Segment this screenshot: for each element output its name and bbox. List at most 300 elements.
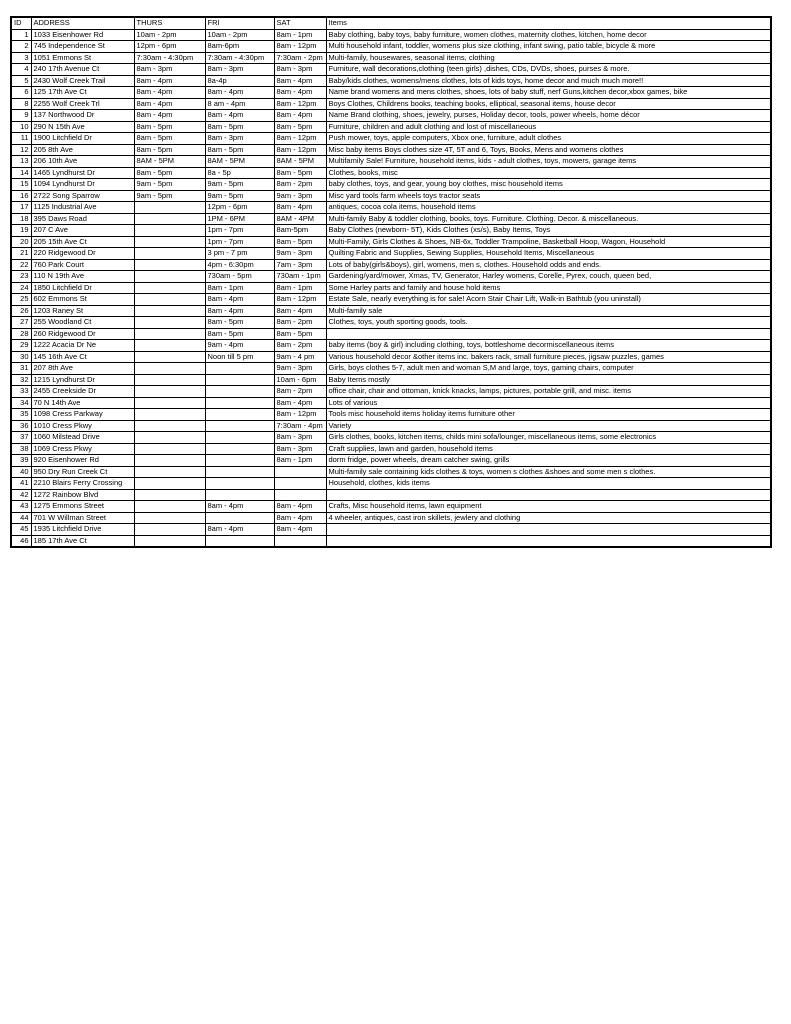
cell-thurs: [134, 259, 205, 271]
cell-id: 44: [11, 512, 31, 524]
cell-address: 1272 Rainbow Blvd: [31, 489, 134, 501]
table-row: [11, 535, 771, 547]
cell-items: Baby/kids clothes, womens/mens clothes, lots of kids toys, home decor and much much more!!: [326, 75, 771, 87]
cell-id: 26: [11, 305, 31, 317]
cell-address: 1275 Emmons Street: [31, 501, 134, 513]
table-row: [11, 202, 771, 214]
table-row: [11, 133, 771, 145]
cell-thurs: [134, 328, 205, 340]
table-row: [11, 213, 771, 225]
cell-sat: 9am - 3pm: [274, 248, 326, 260]
table-row: [11, 524, 771, 536]
cell-id: 14: [11, 167, 31, 179]
cell-items: Some Harley parts and family and house hold items: [326, 282, 771, 294]
table-row: [11, 317, 771, 329]
cell-sat: 8am - 3pm: [274, 432, 326, 444]
cell-thurs: [134, 351, 205, 363]
cell-id: 43: [11, 501, 31, 513]
cell-thurs: [134, 478, 205, 490]
cell-thurs: [134, 271, 205, 283]
table-row: [11, 466, 771, 478]
cell-address: 137 Northwood Dr: [31, 110, 134, 122]
cell-address: 745 Independence St: [31, 41, 134, 53]
cell-id: 12: [11, 144, 31, 156]
cell-items: Furniture, wall decorations,clothing (teen girls) ,dishes, CDs, DVDs, shoes, purses & more.: [326, 64, 771, 76]
cell-sat: 7:30am - 2pm: [274, 52, 326, 64]
cell-fri: 10am - 2pm: [205, 29, 274, 41]
cell-id: 42: [11, 489, 31, 501]
cell-sat: 7am - 3pm: [274, 259, 326, 271]
table-row: [11, 190, 771, 202]
cell-thurs: [134, 294, 205, 306]
cell-thurs: 8am - 5pm: [134, 133, 205, 145]
cell-sat: 8am - 4pm: [274, 501, 326, 513]
table-row: [11, 340, 771, 352]
cell-thurs: 8am - 5pm: [134, 167, 205, 179]
cell-sat: 9am - 3pm: [274, 363, 326, 375]
column-header-sat: SAT: [274, 17, 326, 29]
cell-id: 37: [11, 432, 31, 444]
cell-id: 18: [11, 213, 31, 225]
cell-fri: 8am - 5pm: [205, 121, 274, 133]
cell-id: 39: [11, 455, 31, 467]
cell-id: 3: [11, 52, 31, 64]
cell-sat: 8am - 1pm: [274, 29, 326, 41]
cell-id: 46: [11, 535, 31, 547]
cell-thurs: [134, 535, 205, 547]
cell-sat: 8am - 4pm: [274, 512, 326, 524]
table-row: [11, 87, 771, 99]
cell-sat: 8am - 12pm: [274, 409, 326, 421]
cell-thurs: [134, 386, 205, 398]
cell-items: baby clothes, toys, and gear, young boy clothes, misc household items: [326, 179, 771, 191]
cell-thurs: 7:30am - 4:30pm: [134, 52, 205, 64]
cell-thurs: [134, 363, 205, 375]
cell-id: 1: [11, 29, 31, 41]
cell-address: 260 Ridgewood Dr: [31, 328, 134, 340]
cell-address: 920 Eisenhower Rd: [31, 455, 134, 467]
cell-thurs: [134, 282, 205, 294]
cell-sat: 8am - 12pm: [274, 133, 326, 145]
cell-items: Name brand womens and mens clothes, shoes, lots of baby stuff, nerf Guns,kitchen decor,xbox games, bike: [326, 87, 771, 99]
table-row: [11, 110, 771, 122]
cell-sat: 8am - 2pm: [274, 340, 326, 352]
table-row: [11, 397, 771, 409]
cell-items: Estate Sale, nearly everything is for sale! Acorn Stair Chair Lift, Walk-in Bathtub (you uninstall): [326, 294, 771, 306]
table-row: [11, 179, 771, 191]
cell-items: Lots of baby(girls&boys), girl, womens, men s, clothes. Household odds and ends.: [326, 259, 771, 271]
table-row: [11, 443, 771, 455]
cell-id: 35: [11, 409, 31, 421]
cell-sat: 7:30am - 4pm: [274, 420, 326, 432]
table-row: [11, 156, 771, 168]
cell-fri: Noon till 5 pm: [205, 351, 274, 363]
cell-fri: [205, 489, 274, 501]
cell-items: Multifamily Sale! Furniture, household items, kids - adult clothes, toys, mowers, garage items: [326, 156, 771, 168]
cell-id: 25: [11, 294, 31, 306]
cell-thurs: [134, 374, 205, 386]
cell-address: 701 W Willman Street: [31, 512, 134, 524]
table-row: [11, 167, 771, 179]
cell-sat: 8am - 5pm: [274, 167, 326, 179]
cell-address: 1900 Litchfield Dr: [31, 133, 134, 145]
column-header-id: ID: [11, 17, 31, 29]
cell-address: 602 Emmons St: [31, 294, 134, 306]
table-row: [11, 29, 771, 41]
cell-items: Multi-family sale: [326, 305, 771, 317]
cell-thurs: [134, 420, 205, 432]
cell-fri: 8am - 4pm: [205, 87, 274, 99]
cell-thurs: [134, 225, 205, 237]
table-row: [11, 386, 771, 398]
cell-id: 10: [11, 121, 31, 133]
cell-id: 2: [11, 41, 31, 53]
cell-id: 22: [11, 259, 31, 271]
cell-address: 1222 Acacia Dr Ne: [31, 340, 134, 352]
cell-fri: 8a - 5p: [205, 167, 274, 179]
cell-address: 395 Daws Road: [31, 213, 134, 225]
cell-address: 125 17th Ave Ct: [31, 87, 134, 99]
cell-address: 207 C Ave: [31, 225, 134, 237]
cell-items: Multi household infant, toddler, womens plus size clothing, infant swing, patio table, bicycle & more: [326, 41, 771, 53]
cell-fri: [205, 386, 274, 398]
cell-address: 2210 Blairs Ferry Crossing: [31, 478, 134, 490]
cell-fri: 8am - 4pm: [205, 524, 274, 536]
table-row: [11, 144, 771, 156]
cell-fri: 3 pm - 7 pm: [205, 248, 274, 260]
cell-items: Multi-family Baby & toddler clothing, books, toys. Furniture. Clothing. Decor. & miscellaneous.: [326, 213, 771, 225]
cell-sat: 8am - 2pm: [274, 386, 326, 398]
cell-thurs: [134, 455, 205, 467]
cell-items: Baby clothing, baby toys, baby furniture, women clothes, maternity clothes, kitchen, home decor: [326, 29, 771, 41]
cell-items: Baby Items mostly: [326, 374, 771, 386]
cell-address: 1094 Lyndhurst Dr: [31, 179, 134, 191]
cell-address: 290 N 15th Ave: [31, 121, 134, 133]
cell-address: 2722 Song Sparrow: [31, 190, 134, 202]
cell-items: Various household decor &other items inc. bakers rack, small furniture pieces, jigsaw puzzles, games: [326, 351, 771, 363]
cell-fri: [205, 455, 274, 467]
cell-fri: 8am - 3pm: [205, 133, 274, 145]
cell-fri: 1PM - 6PM: [205, 213, 274, 225]
cell-address: 760 Park Court: [31, 259, 134, 271]
cell-fri: 9am - 5pm: [205, 179, 274, 191]
cell-sat: 8am - 12pm: [274, 41, 326, 53]
cell-sat: 8am - 4pm: [274, 75, 326, 87]
cell-thurs: [134, 202, 205, 214]
cell-fri: [205, 363, 274, 375]
cell-items: Quilting Fabric and Supplies, Sewing Supplies, Household Items, Miscellaneous: [326, 248, 771, 260]
cell-sat: 8am - 4pm: [274, 202, 326, 214]
cell-items: Variety: [326, 420, 771, 432]
cell-thurs: [134, 501, 205, 513]
table-row: [11, 374, 771, 386]
table-row: [11, 52, 771, 64]
cell-sat: 8AM - 5PM: [274, 156, 326, 168]
cell-address: 1069 Cress Pkwy: [31, 443, 134, 455]
cell-address: 1203 Raney St: [31, 305, 134, 317]
cell-fri: 7:30am - 4:30pm: [205, 52, 274, 64]
cell-address: 1125 Industrial Ave: [31, 202, 134, 214]
cell-fri: 8am - 4pm: [205, 305, 274, 317]
cell-thurs: [134, 409, 205, 421]
cell-thurs: [134, 432, 205, 444]
table-row: [11, 271, 771, 283]
cell-address: 220 Ridgewood Dr: [31, 248, 134, 260]
cell-id: 40: [11, 466, 31, 478]
cell-sat: 8am - 12pm: [274, 294, 326, 306]
cell-address: 2255 Wolf Creek Trl: [31, 98, 134, 110]
cell-id: 23: [11, 271, 31, 283]
cell-sat: 730am - 1pm: [274, 271, 326, 283]
cell-id: 16: [11, 190, 31, 202]
cell-fri: 8AM - 5PM: [205, 156, 274, 168]
cell-fri: 8am - 5pm: [205, 317, 274, 329]
table-row: [11, 41, 771, 53]
cell-sat: 8am - 2pm: [274, 179, 326, 191]
cell-sat: 8am - 5pm: [274, 236, 326, 248]
cell-sat: 8am - 12pm: [274, 144, 326, 156]
cell-thurs: 10am - 2pm: [134, 29, 205, 41]
table-row: [11, 64, 771, 76]
cell-thurs: 8am - 4pm: [134, 110, 205, 122]
cell-sat: [274, 466, 326, 478]
cell-fri: [205, 409, 274, 421]
cell-items: Craft supplies, lawn and garden, household items: [326, 443, 771, 455]
cell-items: Gardening/yard/mower, Xmas, TV, Generator, Harley womens, Corelle, Pyrex, couch, queen bed,: [326, 271, 771, 283]
cell-items: Girls clothes, books, kitchen items, childs mini sofa/lounger, miscellaneous items, some electronics: [326, 432, 771, 444]
table-row: [11, 455, 771, 467]
cell-thurs: 8am - 5pm: [134, 121, 205, 133]
cell-id: 19: [11, 225, 31, 237]
cell-id: 4: [11, 64, 31, 76]
cell-address: 2455 Creekside Dr: [31, 386, 134, 398]
cell-id: 15: [11, 179, 31, 191]
cell-id: 29: [11, 340, 31, 352]
cell-items: Misc baby items Boys clothes size 4T, 5T and 6, Toys, Books, Mens and womens clothes: [326, 144, 771, 156]
cell-id: 8: [11, 98, 31, 110]
cell-thurs: [134, 340, 205, 352]
cell-id: 20: [11, 236, 31, 248]
table-row: [11, 363, 771, 375]
cell-fri: [205, 466, 274, 478]
cell-id: 31: [11, 363, 31, 375]
table-row: [11, 432, 771, 444]
cell-fri: 8am - 5pm: [205, 328, 274, 340]
cell-thurs: [134, 466, 205, 478]
cell-sat: 8am - 1pm: [274, 282, 326, 294]
cell-address: 1098 Cress Parkway: [31, 409, 134, 421]
table-row: [11, 478, 771, 490]
cell-id: 34: [11, 397, 31, 409]
cell-sat: [274, 489, 326, 501]
cell-thurs: 8am - 4pm: [134, 87, 205, 99]
cell-fri: 9am - 4pm: [205, 340, 274, 352]
cell-address: 1010 Cress Pkwy: [31, 420, 134, 432]
cell-sat: 8am - 4pm: [274, 110, 326, 122]
cell-address: 240 17th Avenue Ct: [31, 64, 134, 76]
cell-id: 24: [11, 282, 31, 294]
cell-sat: 8am - 4pm: [274, 87, 326, 99]
cell-fri: 4pm - 6:30pm: [205, 259, 274, 271]
cell-items: Push mower, toys, apple computers, Xbox one, furniture, adult clothes: [326, 133, 771, 145]
column-header-address: ADDRESS: [31, 17, 134, 29]
cell-sat: 8am-5pm: [274, 225, 326, 237]
cell-sat: 8am - 4pm: [274, 524, 326, 536]
cell-sat: 8am - 3pm: [274, 64, 326, 76]
cell-fri: 730am - 5pm: [205, 271, 274, 283]
cell-id: 36: [11, 420, 31, 432]
cell-items: [326, 328, 771, 340]
table-row: [11, 420, 771, 432]
header-row: [11, 17, 771, 29]
cell-fri: 8am - 1pm: [205, 282, 274, 294]
cell-sat: 8am - 12pm: [274, 98, 326, 110]
cell-fri: [205, 478, 274, 490]
cell-address: 1850 Litchfield Dr: [31, 282, 134, 294]
table-row: [11, 305, 771, 317]
cell-items: Multi-Family, Girls Clothes & Shoes, NB-6x, Toddler Trampoline, Basketball Hoop, Wagon, Household: [326, 236, 771, 248]
cell-thurs: 8AM - 5PM: [134, 156, 205, 168]
cell-thurs: 8am - 4pm: [134, 98, 205, 110]
cell-thurs: [134, 524, 205, 536]
cell-fri: 12pm - 6pm: [205, 202, 274, 214]
table-row: [11, 328, 771, 340]
cell-items: office chair, chair and ottoman, knick knacks, lamps, pictures, portable grill, and misc. items: [326, 386, 771, 398]
cell-items: Clothes, toys, youth sporting goods, tools.: [326, 317, 771, 329]
cell-sat: 8am - 2pm: [274, 317, 326, 329]
cell-thurs: [134, 397, 205, 409]
cell-items: Boys Clothes, Childrens books, teaching books, elliptical, seasonal items, house decor: [326, 98, 771, 110]
cell-thurs: 8am - 3pm: [134, 64, 205, 76]
cell-id: 13: [11, 156, 31, 168]
cell-items: [326, 489, 771, 501]
table-row: [11, 501, 771, 513]
cell-sat: 8am - 3pm: [274, 443, 326, 455]
cell-fri: 1pm - 7pm: [205, 236, 274, 248]
cell-id: 17: [11, 202, 31, 214]
cell-sat: 8AM - 4PM: [274, 213, 326, 225]
table-row: [11, 121, 771, 133]
cell-fri: 8am - 4pm: [205, 110, 274, 122]
cell-address: 1935 Litchfield Drive: [31, 524, 134, 536]
cell-items: Furniture, children and adult clothing and lost of miscellaneous: [326, 121, 771, 133]
cell-fri: [205, 397, 274, 409]
cell-thurs: 12pm - 6pm: [134, 41, 205, 53]
cell-thurs: [134, 305, 205, 317]
cell-address: 70 N 14th Ave: [31, 397, 134, 409]
cell-fri: 8am - 5pm: [205, 144, 274, 156]
cell-thurs: 8am - 5pm: [134, 144, 205, 156]
cell-items: [326, 524, 771, 536]
table-row: [11, 98, 771, 110]
cell-items: Multi-family sale containing kids clothes & toys, women s clothes &shoes and some men s clothes.: [326, 466, 771, 478]
cell-address: 205 15th Ave Ct: [31, 236, 134, 248]
cell-sat: 8am - 5pm: [274, 121, 326, 133]
cell-sat: 8am - 1pm: [274, 455, 326, 467]
cell-address: 2430 Wolf Creek Trail: [31, 75, 134, 87]
cell-sat: 10am - 6pm: [274, 374, 326, 386]
cell-sat: 9am - 3pm: [274, 190, 326, 202]
cell-items: Multi-family, housewares, seasonal items, clothing: [326, 52, 771, 64]
cell-address: 255 Woodland Ct: [31, 317, 134, 329]
cell-id: 33: [11, 386, 31, 398]
table-row: [11, 259, 771, 271]
cell-fri: 8 am - 4pm: [205, 98, 274, 110]
cell-fri: [205, 432, 274, 444]
cell-thurs: [134, 443, 205, 455]
table-row: [11, 75, 771, 87]
table-row: [11, 236, 771, 248]
cell-id: 30: [11, 351, 31, 363]
cell-thurs: [134, 512, 205, 524]
cell-sat: [274, 478, 326, 490]
cell-id: 11: [11, 133, 31, 145]
cell-items: Crafts, Misc household items, lawn equipment: [326, 501, 771, 513]
column-header-items: Items: [326, 17, 771, 29]
table-row: [11, 294, 771, 306]
cell-items: Tools misc household items holiday items furniture other: [326, 409, 771, 421]
cell-fri: 8am-6pm: [205, 41, 274, 53]
table-row: [11, 512, 771, 524]
cell-address: 110 N 19th Ave: [31, 271, 134, 283]
cell-fri: 8am - 4pm: [205, 294, 274, 306]
cell-address: 206 10th Ave: [31, 156, 134, 168]
cell-items: [326, 535, 771, 547]
cell-items: antiques, cocoa cola items, household items: [326, 202, 771, 214]
cell-thurs: [134, 317, 205, 329]
cell-fri: 8am - 4pm: [205, 501, 274, 513]
cell-sat: 8am - 4pm: [274, 305, 326, 317]
cell-items: 4 wheeler, antiques, cast iron skillets, jewlery and clothing: [326, 512, 771, 524]
cell-address: 1465 Lyndhurst Dr: [31, 167, 134, 179]
cell-fri: [205, 512, 274, 524]
cell-items: Lots of various: [326, 397, 771, 409]
table-row: [11, 409, 771, 421]
cell-address: 1060 Milstead Drive: [31, 432, 134, 444]
cell-thurs: [134, 248, 205, 260]
cell-id: 5: [11, 75, 31, 87]
cell-sat: 8am - 5pm: [274, 328, 326, 340]
cell-address: 1033 Eisenhower Rd: [31, 29, 134, 41]
cell-items: Household, clothes, kids items: [326, 478, 771, 490]
cell-items: dorm fridge, power wheels, dream catcher swing, grills: [326, 455, 771, 467]
table-row: [11, 225, 771, 237]
cell-sat: [274, 535, 326, 547]
cell-thurs: 9am - 5pm: [134, 179, 205, 191]
cell-items: Baby Clothes (newborn- 5T), Kids Clothes (xs/s), Baby Items, Toys: [326, 225, 771, 237]
cell-id: 45: [11, 524, 31, 536]
cell-id: 6: [11, 87, 31, 99]
cell-sat: 8am - 4pm: [274, 397, 326, 409]
cell-fri: [205, 420, 274, 432]
cell-id: 28: [11, 328, 31, 340]
cell-fri: [205, 535, 274, 547]
column-header-fri: FRI: [205, 17, 274, 29]
cell-address: 205 8th Ave: [31, 144, 134, 156]
table-row: [11, 282, 771, 294]
cell-address: 145 16th Ave Ct: [31, 351, 134, 363]
cell-fri: [205, 374, 274, 386]
cell-thurs: [134, 213, 205, 225]
table-row: [11, 489, 771, 501]
garage-sales-table: [10, 16, 772, 548]
cell-id: 9: [11, 110, 31, 122]
cell-address: 1215 Lyndhurst Dr: [31, 374, 134, 386]
cell-items: Girls, boys clothes 5-7, adult men and woman S,M and large, toys, gaming chairs, computer: [326, 363, 771, 375]
cell-fri: 9am - 5pm: [205, 190, 274, 202]
cell-fri: 8a-4p: [205, 75, 274, 87]
cell-id: 32: [11, 374, 31, 386]
